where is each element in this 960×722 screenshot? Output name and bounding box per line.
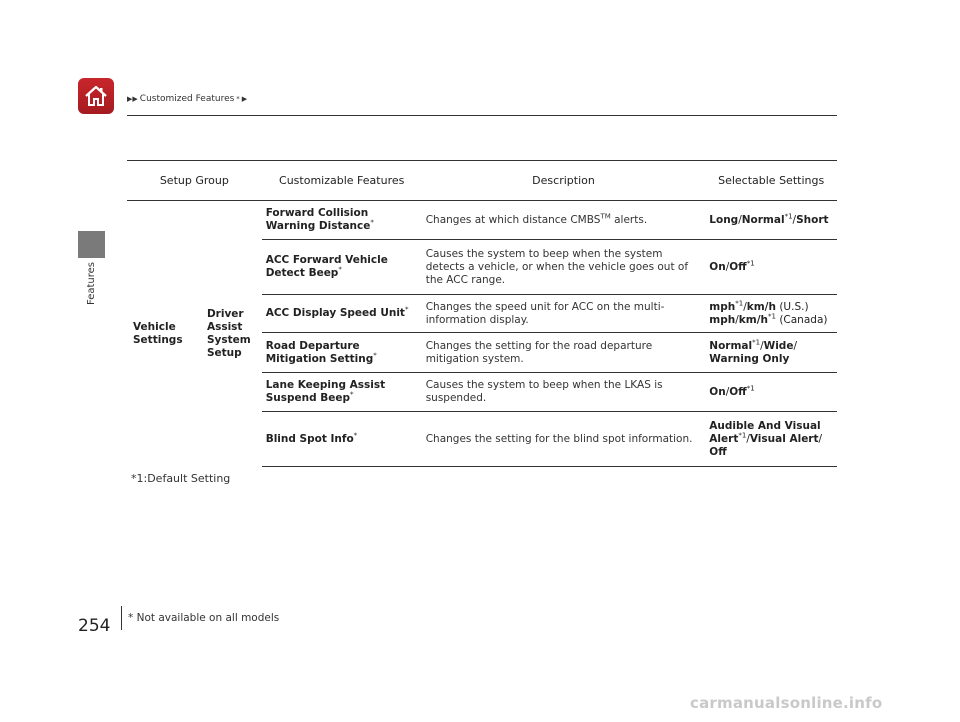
default-marker: *1 bbox=[752, 338, 761, 346]
selectable-settings bbox=[705, 240, 837, 295]
trademark-mark: TM bbox=[600, 212, 611, 220]
header-selectable-settings: Selectable Settings bbox=[705, 161, 837, 201]
setting-option: Short bbox=[796, 213, 829, 226]
description-text: Changes at which distance CMBS bbox=[425, 213, 601, 226]
header-description: Description bbox=[422, 161, 706, 201]
setting-option: Off bbox=[729, 385, 747, 398]
setup-group-sub: Driver Assist System Setup bbox=[206, 307, 251, 359]
setting-option: / bbox=[725, 260, 730, 273]
table-row bbox=[127, 201, 837, 240]
feature-name bbox=[262, 201, 422, 240]
setting-option: Alert bbox=[709, 432, 739, 445]
feature-note: * bbox=[373, 351, 377, 359]
feature-label: Lane Keeping Assist Suspend Beep bbox=[265, 379, 386, 404]
feature-description: Causes the system to beep when the system detects a vehicle, or when the vehicle goes out of the ACC range. bbox=[422, 240, 706, 295]
feature-label: Blind Spot Info bbox=[265, 432, 354, 445]
feature-label: ACC Forward Vehicle Detect Beep bbox=[265, 254, 388, 279]
setting-option: / bbox=[738, 213, 742, 226]
selectable-settings bbox=[705, 333, 837, 373]
setting-option: mph bbox=[709, 300, 736, 313]
setting-option: Wide bbox=[763, 339, 794, 352]
default-marker: *1 bbox=[746, 259, 755, 267]
header-setup-group: Setup Group bbox=[127, 161, 262, 201]
page-number: 254 bbox=[78, 616, 111, 636]
watermark: carmanualsonline.info bbox=[690, 694, 883, 712]
setting-option: Normal bbox=[709, 339, 753, 352]
feature-note: * bbox=[338, 265, 342, 274]
setting-option: / bbox=[735, 313, 739, 326]
default-marker: *1 bbox=[784, 212, 793, 220]
selectable-settings bbox=[705, 373, 837, 412]
feature-name bbox=[262, 412, 422, 467]
breadcrumb-arrow-icon: ▶ bbox=[241, 95, 248, 103]
setting-option: Off bbox=[709, 445, 727, 458]
setting-option: Warning Only bbox=[709, 352, 790, 365]
feature-name bbox=[262, 240, 422, 295]
feature-description: Changes the speed unit for ACC on the multi-information display. bbox=[422, 295, 706, 333]
feature-label: Forward Collision Warning Distance bbox=[265, 207, 371, 232]
feature-note: * bbox=[370, 218, 374, 227]
availability-note: * Not available on all models bbox=[121, 606, 279, 630]
section-tab bbox=[78, 231, 105, 258]
setting-option: Long bbox=[709, 213, 739, 226]
feature-note: * bbox=[350, 390, 354, 399]
header-customizable-features: Customizable Features bbox=[262, 161, 422, 201]
feature-note: * bbox=[353, 431, 358, 439]
breadcrumb[interactable]: ▶▶ Customized Features * ▶ bbox=[127, 94, 248, 104]
default-marker: *1 bbox=[738, 431, 747, 439]
footnote: *1:Default Setting bbox=[131, 472, 231, 485]
setting-option: On bbox=[709, 260, 726, 273]
selectable-settings bbox=[705, 295, 837, 333]
default-marker: *1 bbox=[768, 312, 776, 320]
feature-note: * bbox=[404, 305, 409, 314]
feature-name bbox=[262, 333, 422, 373]
setting-option: / bbox=[818, 432, 823, 445]
setting-option: km/h bbox=[738, 313, 769, 326]
feature-description: Changes the setting for the blind spot information. bbox=[422, 412, 706, 467]
setting-option: Visual Alert bbox=[749, 432, 819, 445]
setting-option: (Canada) bbox=[775, 313, 828, 326]
description-text: alerts. bbox=[610, 213, 648, 226]
setting-option: / bbox=[793, 339, 797, 352]
setting-option: mph bbox=[709, 313, 736, 326]
feature-description: Causes the system to beep when the LKAS is suspended. bbox=[422, 373, 706, 412]
selectable-settings bbox=[705, 412, 837, 467]
setting-option: / bbox=[792, 213, 797, 226]
setting-option: / bbox=[760, 339, 764, 352]
features-table bbox=[127, 160, 837, 467]
home-icon[interactable] bbox=[78, 78, 114, 114]
default-marker: *1 bbox=[735, 299, 744, 307]
setting-option: On bbox=[709, 385, 726, 398]
feature-description bbox=[422, 201, 706, 240]
section-label: Features bbox=[86, 262, 97, 305]
feature-label: ACC Display Speed Unit bbox=[265, 307, 405, 319]
setup-group-main: Vehicle Settings bbox=[133, 320, 183, 346]
setting-option: / bbox=[746, 432, 750, 445]
setting-option: / bbox=[725, 385, 730, 398]
setting-option: (U.S.) bbox=[775, 300, 809, 313]
table-header-row bbox=[127, 161, 837, 201]
default-marker: *1 bbox=[746, 384, 755, 392]
feature-label: Road Departure Mitigation Setting bbox=[265, 339, 374, 365]
setting-option: Normal bbox=[741, 213, 785, 226]
setting-option: Audible And Visual bbox=[709, 419, 821, 432]
setting-option: / bbox=[743, 300, 747, 313]
breadcrumb-section[interactable]: Customized Features bbox=[139, 94, 235, 104]
feature-description: Changes the setting for the road departure mitigation system. bbox=[422, 333, 706, 373]
breadcrumb-arrow-icon: ▶▶ bbox=[127, 95, 138, 103]
setting-option: km/h bbox=[746, 300, 776, 313]
header-divider bbox=[127, 115, 837, 116]
selectable-settings bbox=[705, 201, 837, 240]
setting-option: Off bbox=[729, 260, 747, 273]
feature-name bbox=[262, 373, 422, 412]
feature-name bbox=[262, 295, 422, 333]
